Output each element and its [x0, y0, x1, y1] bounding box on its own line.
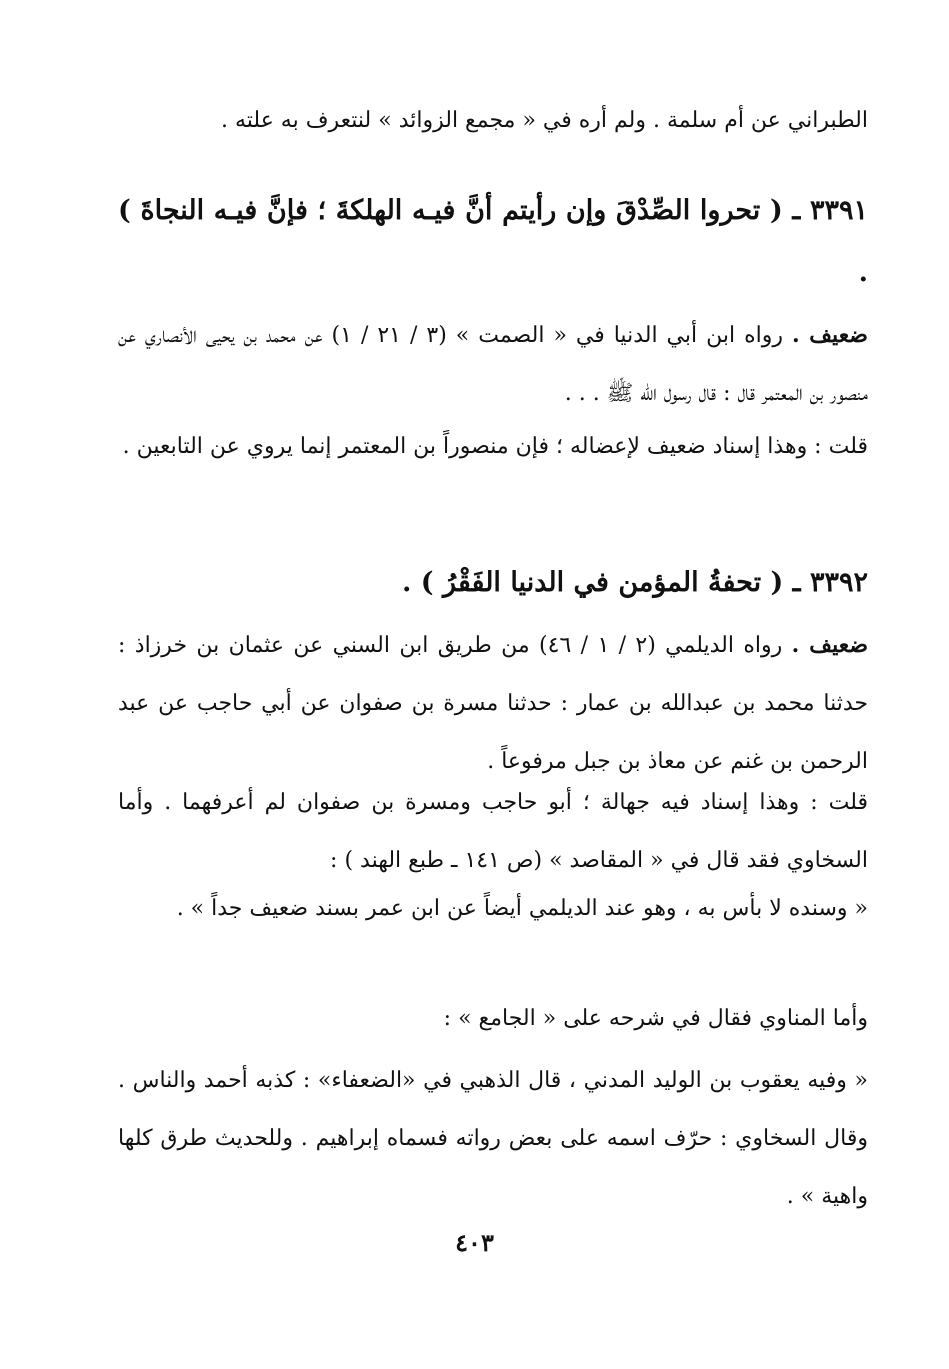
hadith-text-3392: ٣٣٩٢ ـ ( تحفةُ المؤمن في الدنيا الفَقْرُ ) . — [402, 567, 868, 598]
hadith-heading-3391 — [118, 180, 868, 304]
manawi-intro-text: وأما المناوي فقال في شرحه على « الجامع » : — [443, 1006, 868, 1031]
paragraph-intro — [118, 92, 868, 150]
paragraph-3392-quote-sakhawi — [118, 880, 868, 938]
paragraph-3392-manawi — [118, 990, 868, 1048]
note-text-3391: قلت : وهذا إسناد ضعيف لإعضاله ؛ فإن منصوراً بن المعتمر إنما يروي عن التابعين . — [122, 434, 868, 459]
page-number: ٤٠٣ — [455, 1228, 494, 1257]
quote-sakhawi-text: « وسنده لا بأس به ، وهو عند الديلمي أيضاً عن ابن عمر بسند ضعيف جداً » . — [176, 896, 868, 921]
grade-label-3391: ضعيف . — [791, 322, 868, 348]
hadith-heading-3392 — [118, 552, 868, 614]
paragraph-3392-note — [118, 774, 868, 890]
intro-text: الطبراني عن أم سلمة . ولم أره في « مجمع الزوائد » لنتعرف به علته . — [220, 108, 868, 133]
source-text-3391: رواه ابن أبي الدنيا في « الصمت » (٣ / ٢١ / ١) عن محمد بن يحيى الأنصاري عن منصور بن المعتمر قال : قال رسول الله ﷺ . . . — [118, 323, 868, 406]
note-text-3392: قلت : وهذا إسناد فيه جهالة ؛ أبو حاجب ومسرة بن صفوان لم أعرفهما . وأما السخاوي فقد قال في « المقاصد » (ص ١٤١ ـ طبع الهند ) : — [118, 790, 868, 873]
hadith-text-3391: ٣٣٩١ ـ ( تحروا الصِّدْقَ وإن رأيتم أنَّ فيـه الهلكةَ ؛ فإنَّ فيـه النجاةَ ) . — [118, 195, 868, 288]
grade-label-3392: ضعيف . — [791, 632, 869, 658]
paragraph-3391-note — [118, 418, 868, 476]
paragraph-3391-source — [118, 306, 868, 423]
paragraph-3392-quote-manawi — [118, 1052, 868, 1226]
quote-manawi-text: « وفيه يعقوب بن الوليد المدني ، قال الذهبي في «الضعفاء» : كذبه أحمد والناس . وقال السخاوي : حرّف اسمه على بعض رواته فسماه إبراهيم . وللحديث طرق كلها واهية » . — [118, 1068, 868, 1209]
source-text-3392: رواه الديلمي (٢ / ١ / ٤٦) من طريق ابن السني عن عثمان بن خرزاذ : حدثنا محمد بن عبدالله بن عمار : حدثنا مسرة بن صفوان عن أبي حاجب عن عبد الرحمن بن غنم عن معاذ بن جبل مرفوعاً . — [118, 633, 868, 774]
paragraph-3392-source — [118, 616, 868, 791]
